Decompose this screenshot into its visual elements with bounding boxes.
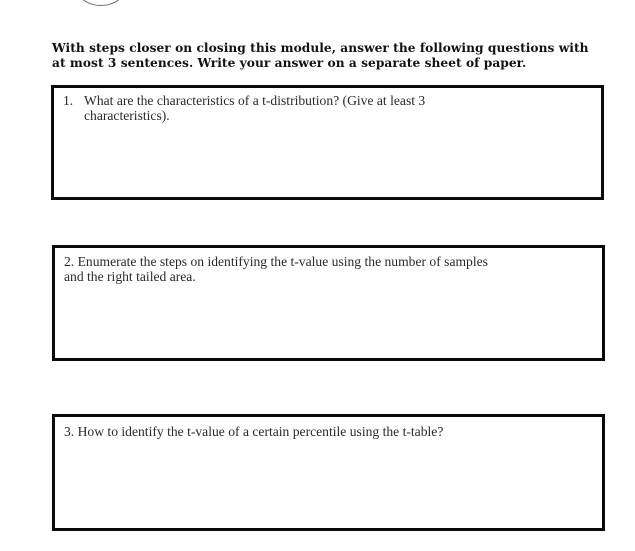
instructions-line-2: at most 3 sentences. Write your answer on a separate sheet of paper. [52,56,527,70]
question-3-text [64,424,594,439]
question-1-number: 1. [63,93,74,108]
question-3-box [52,414,605,531]
question-1-line-1: What are the characteristics of a t-distribution? (Give at least 3 [84,93,426,108]
decorative-circle-icon [70,0,132,6]
question-3-line-1: 3. How to identify the t-value of a certain percentile using the t-table? [64,424,444,439]
question-1-text [84,93,514,123]
question-2-text [64,254,594,284]
question-2-line-1: 2. Enumerate the steps on identifying the t-value using the number of samples [64,254,488,269]
question-2-box [52,245,605,361]
question-1-box [51,85,604,200]
question-2-line-2: and the right tailed area. [64,269,196,284]
question-1-line-2: characteristics). [84,108,170,123]
instructions-heading [52,41,612,71]
instructions-line-1: With steps closer on closing this module, answer the following questions with [52,41,589,55]
